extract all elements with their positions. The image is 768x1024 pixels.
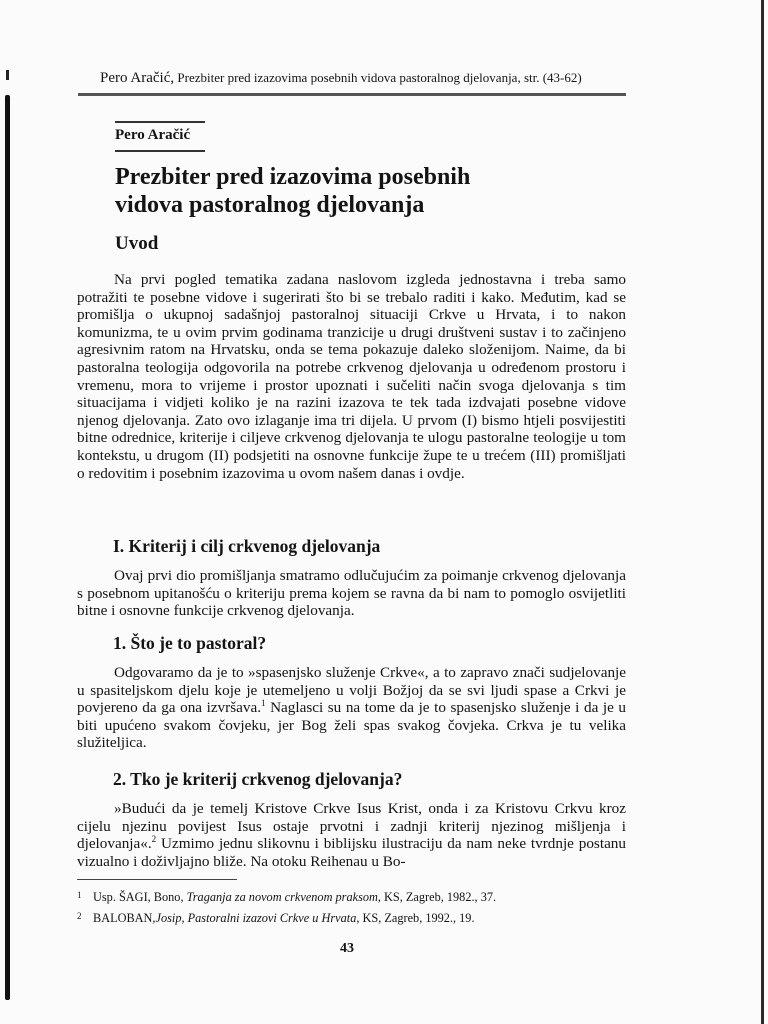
section-1-text: Ovaj prvi dio promišljanja smatramo odlučujućim za poimanje crkvenog djelovanja s posebnom upitanošću o kriteriju prema kojem se ravna da bi nam to pomoglo osvijetliti bitne i osnovne funkcije crkvenog djelovanja. xyxy=(77,567,626,620)
subsection-2-heading: 2. Tko je kriterij crkvenog djelovanja? xyxy=(113,769,403,789)
subsection-2-text-a: »Budući da je temelj Kristove Crkve Isus Krist, onda i za Kristovu Crkvu kroz cijelu njezinu povijest Isus ostaje prvotni i zadnji kriterij njezinog mišljenja i djelovanja«. xyxy=(77,800,626,853)
footnote-2 xyxy=(77,911,637,926)
page-number: 43 xyxy=(340,941,354,956)
section-1-paragraph xyxy=(77,567,626,620)
running-header-title: Prezbiter pred izazovima posebnih vidova pastoralnog djelovanja, str. (43-62) xyxy=(177,70,582,85)
subsection-1-text-a: Odgovaramo da je to »spasenjsko služenje Crkve«, a to zapravo znači sudjelovanje u spasiteljskom djelu koje je utemeljeno u volji Božjoj da se svi ljudi spase a Crkvi je povjereno da ga ona izvršava. xyxy=(77,664,626,717)
footnote-ref-2: 2 xyxy=(151,834,157,845)
author-name: Pero Aračić xyxy=(115,127,191,143)
footnote-ref-1: 1 xyxy=(261,698,266,709)
running-header-author: Pero Aračić, xyxy=(100,70,175,86)
page-edge xyxy=(761,0,764,1024)
subsection-1-text-b: Naglasci su na tome da je to spasenjsko služenje i da je u biti upućeno svakom čovjeku, jer Bog želi spas svakog čovjeka. Crkva je tu velika služiteljica. xyxy=(77,699,626,752)
footnote-2-italic: Josip, Pastoralni izazovi Crkve u Hrvata xyxy=(155,911,357,925)
footnote-rule xyxy=(77,879,237,880)
title-line-2: vidova pastoralnog djelovanja xyxy=(115,192,425,218)
binding-mark xyxy=(6,70,9,80)
intro-text: Na prvi pogled tematika zadana naslovom izgleda jednostavna i treba samo potražiti te posebne vidove i sugerirati što bi se trebalo raditi i kako. Međutim, kad se promišlja o ukupnoj sadašnjoj pastoralnoj situaciji Crkve u Hrvata, i to nakon komunizma, te u ovim prvim godinama tranzicije u drugi društveni sustav i to začinjeno agresivnim ratom na Hrvatsku, onda se tema pokazuje daleko složenijom. Naime, da bi pastoralna teologija odgovorila na potrebe crkvenog djelovanja u određenom prostoru i vremenu, mora to vrijeme i prostor upoznati i sučeliti način svoga djelovanja s tim situacijama i vidjeti koliko je na razini izazova te tek tada izdvajati posebne vidove njenog djelovanja. Zato ovo izlaganje ima tri dijela. U prvom (I) bismo htjeli posvijestiti bitne odrednice, kriterije i ciljeve crkvenog djelovanja te ulogu pastoralne teologije u tom kontekstu, u drugom (II) podsjetiti na osnovne funkcije župe te u trećem (III) promišljati o redovitim i posebnim izazovima u ovom našem danas i ovdje. xyxy=(77,271,626,482)
footnote-1-pre: Usp. ŠAGI, Bono, xyxy=(93,890,187,904)
subsection-1-heading: 1. Što je to pastoral? xyxy=(113,633,267,653)
footnote-2-post: , KS, Zagreb, 1992., 19. xyxy=(356,911,475,925)
author-block xyxy=(115,121,205,152)
footnote-1 xyxy=(77,890,637,905)
subsection-2-text-b: Uzmimo jednu slikovnu i biblijsku ilustraciju da nam neke tvrdnje postanu vizualno i doživljajno bliže. Na otoku Reihenau u Bo- xyxy=(77,835,626,870)
footnote-2-pre: BALOBAN, xyxy=(93,911,156,925)
author-rule-top xyxy=(115,121,205,123)
intro-paragraph xyxy=(77,271,626,482)
footnote-1-italic: Traganja za novom crkvenom praksom xyxy=(186,890,378,904)
footnote-1-number: 1 xyxy=(77,890,82,900)
header-rule xyxy=(78,93,626,96)
running-header xyxy=(100,70,582,87)
footnote-1-post: , KS, Zagreb, 1982., 37. xyxy=(377,890,497,904)
author-rule-bottom xyxy=(115,150,205,152)
intro-heading: Uvod xyxy=(115,233,159,254)
footnote-2-number: 2 xyxy=(77,911,82,921)
binding-edge xyxy=(5,95,10,1000)
subsection-1-paragraph xyxy=(77,664,626,752)
section-1-heading: I. Kriterij i cilj crkvenog djelovanja xyxy=(113,536,381,556)
article-title xyxy=(115,163,615,219)
subsection-2-paragraph xyxy=(77,800,626,870)
title-line-1: Prezbiter pred izazovima posebnih xyxy=(115,164,471,190)
